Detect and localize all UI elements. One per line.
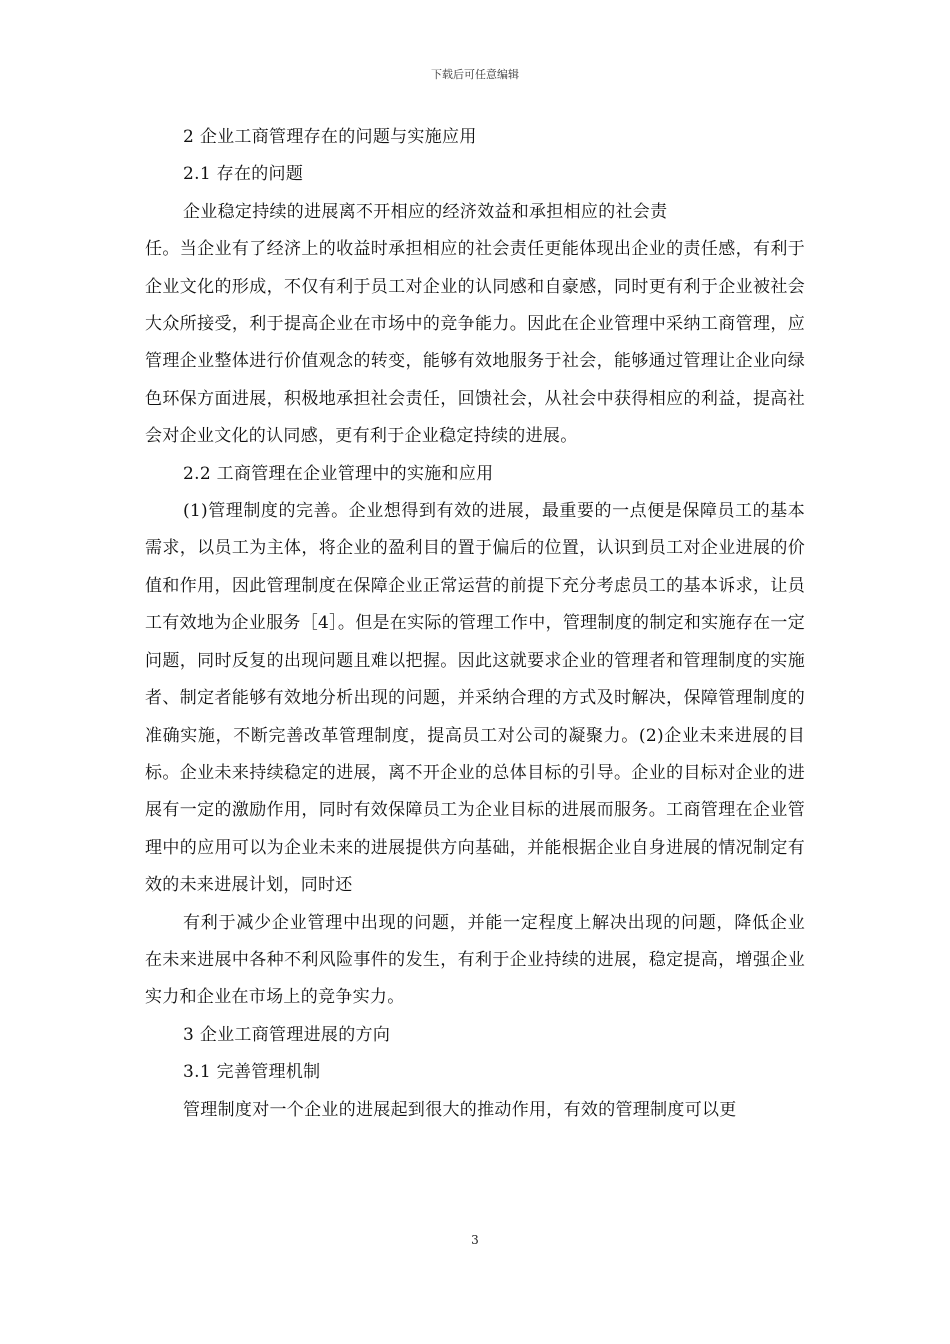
section-heading-3: 3 企业工商管理进展的方向 <box>183 1024 391 1045</box>
document-body <box>145 119 805 1129</box>
subsection-heading-2-1: 2.1 存在的问题 <box>183 164 304 185</box>
paragraph-1a: 企业稳定持续的进展离不开相应的经济效益和承担相应的社会责 <box>183 201 668 222</box>
page-number: 3 <box>471 1233 479 1247</box>
subsection-heading-3-1: 3.1 完善管理机制 <box>183 1062 321 1083</box>
section-heading-2: 2 企业工商管理存在的问题与实施应用 <box>183 127 477 147</box>
paragraph-4: 管理制度对一个企业的进展起到很大的推动作用，有效的管理制度可以更 <box>183 1099 737 1120</box>
paragraph-2: (1)管理制度的完善。企业想得到有效的进展，最重要的一点便是保障员工的基本需求，以员工为主体，将企业的盈利目的置于偏后的位置，认识到员工对企业进展的价值和作用，因此管理制度在保障企业正常运营的前提下充分考虑员工的基本诉求，让员工有效地为企业服务［4］。但是在实际的管理工作中，管理制度的制定和实施存在一定问题，同时反复的出现问题且难以把握。因此这就要求企业的管理者和管理制度的实施者、制定者能够有效地分析出现的问题，并采纳合理的方式及时解决，保障管理制度的准确实施，不断完善改革管理制度，提高员工对公司的凝聚力。(2)企业未来进展的目标。企业未来持续稳定的进展，离不开企业的总体目标的引导。企业的目标对企业的进展有一定的激励作用，同时有效保障员工为企业目标的进展而服务。工商管理在企业管理中的应用可以为企业未来的进展提供方向基础，并能根据企业自身进展的情况制定有效的未来进展计划，同时还 <box>145 501 806 896</box>
paragraph-1b: 任。当企业有了经济上的收益时承担相应的社会责任更能体现出企业的责任感，有利于企业文化的形成，不仅有利于员工对企业的认同感和自豪感，同时更有利于企业被社会大众所接受，利于提高企业在市场中的竞争能力。因此在企业管理中采纳工商管理，应管理企业整体进行价值观念的转变，能够有效地服务于社会，能够通过管理让企业向绿色环保方面进展，积极地承担社会责任，回馈社会，从社会中获得相应的利益，提高社会对企业文化的认同感，更有利于企业稳定持续的进展。 <box>145 239 805 447</box>
subsection-heading-2-2: 2.2 工商管理在企业管理中的实施和应用 <box>183 463 494 484</box>
paragraph-3: 有利于减少企业管理中出现的问题，并能一定程度上解决出现的问题，降低企业在未来进展中各种不利风险事件的发生，有利于企业持续的进展，稳定提高，增强企业实力和企业在市场上的竞争实力。 <box>145 912 805 1008</box>
page-header: 下载后可任意编辑 <box>431 68 519 81</box>
